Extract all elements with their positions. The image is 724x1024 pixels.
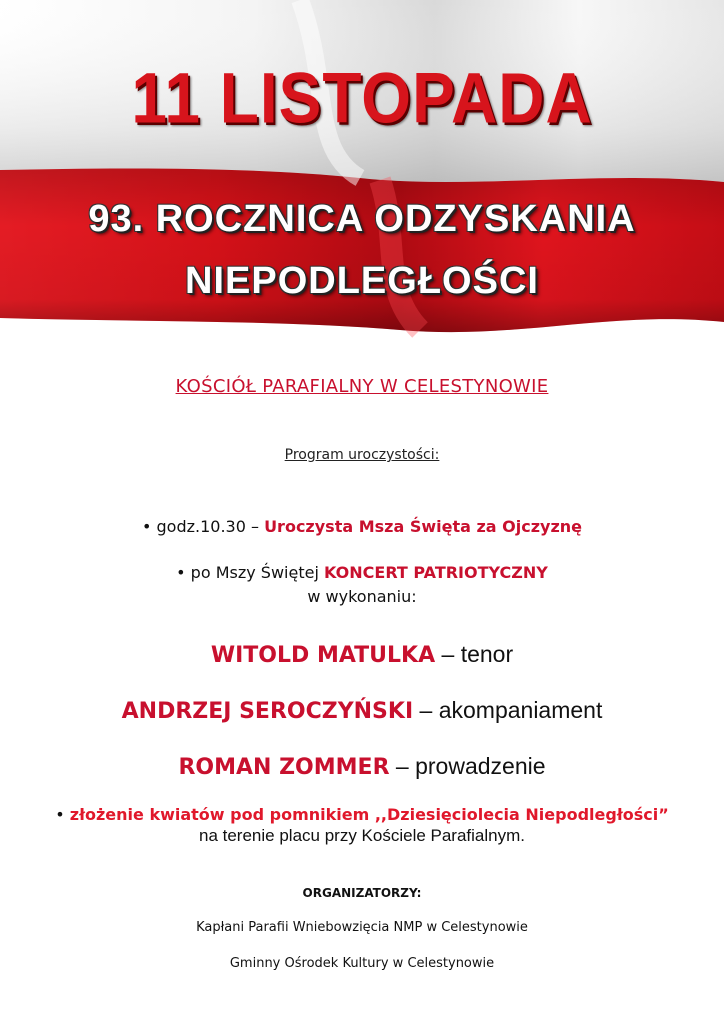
concert-suffix: w wykonaniu: [307, 587, 417, 606]
organizers-heading: ORGANIZATORZY: [302, 886, 422, 900]
church-name: KOŚCIÓŁ PARAFIALNY W CELESTYNOWIE [175, 376, 549, 397]
bullet-icon: • [176, 563, 186, 582]
performer-role: akompaniament [438, 697, 603, 723]
program-item-flowers [0, 805, 724, 824]
performer-role: prowadzenie [415, 753, 546, 779]
concert-title: KONCERT PATRIOTYCZNY [323, 563, 548, 582]
bullet-icon: • [141, 517, 152, 536]
program-heading: Program uroczystości: [284, 447, 440, 463]
mass-title: Uroczysta Msza Święta za Ojczyznę [264, 517, 583, 536]
program-item-concert [0, 563, 724, 582]
organizer-2: Gminny Ośrodek Kultury w Celestynowie [229, 956, 495, 971]
mass-time: godz.10.30 – [156, 517, 265, 536]
performer-name: ANDRZEJ SEROCZYŃSKI [121, 699, 414, 724]
performer-1 [0, 641, 724, 668]
concert-prefix: po Mszy Świętej [190, 563, 324, 582]
performer-name: ROMAN ZOMMER [178, 755, 390, 780]
banner-title: 11 LISTOPADA [131, 57, 593, 139]
bullet-icon: • [55, 805, 65, 824]
performer-dash: – [413, 697, 439, 723]
banner-subtitle-line1: 93. ROCZNICA ODZYSKANIA [88, 198, 636, 240]
performer-2 [0, 697, 724, 724]
organizer-1: Kapłani Parafii Wniebowzięcia NMP w Celestynowie [196, 920, 528, 935]
flag-banner [0, 0, 724, 352]
performer-3 [0, 753, 724, 780]
performer-name: WITOLD MATULKA [210, 643, 436, 668]
flowers-location: na terenie placu przy Kościele Parafialnym. [199, 826, 525, 845]
performer-dash: – [435, 641, 461, 667]
flowers-title: złożenie kwiatów pod pomnikiem ,,Dziesięciolecia Niepodległości” [69, 805, 669, 824]
performer-dash: – [389, 753, 416, 779]
performer-role: tenor [460, 641, 514, 667]
banner-subtitle-line2: NIEPODLEGŁOŚCI [185, 260, 539, 302]
program-item-mass [0, 517, 724, 536]
